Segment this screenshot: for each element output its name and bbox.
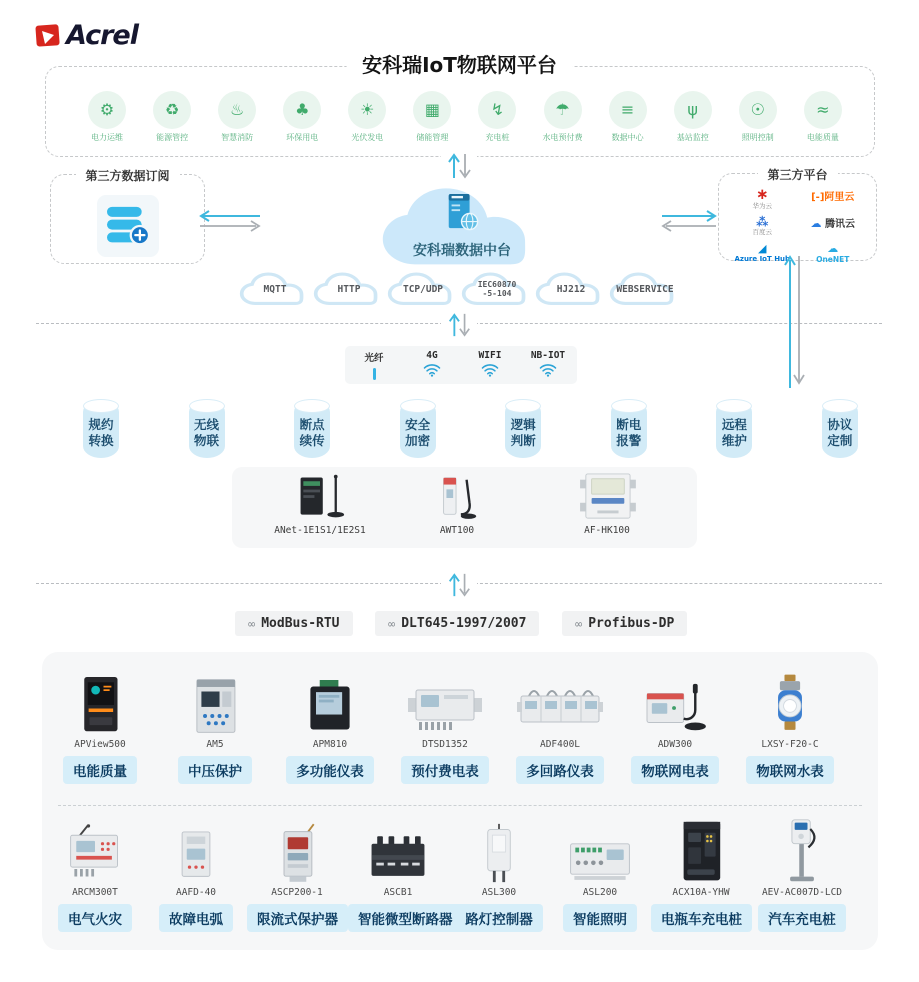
huawei-cloud-icon: ∗ [755, 185, 769, 203]
cloud-rightbox-arrows [660, 209, 718, 233]
platform-logo-grid [727, 186, 868, 264]
product-model: ADF400L [539, 739, 581, 750]
tencent-cloud-icon: ☁ [810, 217, 822, 231]
product-model: AM5 [206, 739, 224, 750]
app-base-station [664, 91, 722, 143]
awt100-gateway-icon [425, 474, 489, 522]
platform-apps-box [45, 66, 875, 157]
capability-cylinder [294, 400, 330, 458]
badge-modbus-rtu [235, 611, 353, 636]
left-right-arrows-icon [198, 209, 262, 233]
app-label: 基站监控 [676, 133, 709, 142]
protocol-label: WEBSERVICE [616, 284, 674, 295]
platform-name: 腾讯云 [824, 219, 855, 231]
fiber-icon [345, 365, 403, 380]
ascp200-device-icon [271, 822, 323, 884]
product-category: 物联网水表 [746, 756, 834, 784]
product-model: AAFD-40 [175, 887, 217, 898]
apview500-image [45, 672, 155, 736]
conn-label: WIFI [478, 350, 502, 361]
adw300-image [620, 672, 730, 736]
af-hk100-gateway-icon [571, 472, 643, 522]
am5-device-icon [186, 676, 244, 736]
adf400l-image [505, 672, 615, 736]
divider-lower-arrows [441, 571, 477, 599]
aev-charger-image [752, 820, 852, 884]
platform-azure-iot-hub [734, 239, 790, 263]
ascp200-image [247, 820, 347, 884]
product-ascb1 [348, 820, 453, 932]
products-row-1 [45, 672, 845, 784]
platform-name: 百度云 [752, 228, 772, 237]
third-party-subscription-title: 第三方数据订阅 [75, 167, 179, 184]
platform-name: OneNET [816, 255, 850, 265]
protocol-label: TCP/UDP [402, 284, 444, 295]
product-category: 电气火灾 [58, 904, 132, 932]
app-label: 储能管理 [416, 133, 449, 142]
platform-ali-cloud [811, 193, 854, 204]
aafd40-image [146, 820, 246, 884]
product-adf400l [505, 672, 615, 784]
product-am5 [160, 672, 270, 784]
wifi-icon [519, 362, 577, 377]
app-data-center [599, 91, 657, 143]
acx10a-image [651, 820, 751, 884]
platform-onenet [816, 239, 849, 264]
capability-label: 安全加密 [405, 417, 431, 449]
capability-cylinder [716, 400, 752, 458]
product-dtsd1352 [390, 672, 500, 784]
third-party-platform-title: 第三方平台 [757, 166, 837, 183]
products-row-2 [45, 820, 852, 932]
capability-label: 断电报警 [616, 417, 642, 449]
capability-cylinder [611, 400, 647, 458]
conn-label: NB-IOT [530, 350, 566, 361]
capability-cylinder [189, 400, 225, 458]
connectivity-bar [345, 346, 577, 384]
conn-wifi [461, 346, 519, 384]
conn-4g [403, 346, 461, 384]
product-category: 智能微型断路器 [348, 904, 463, 932]
gateway-devices-box [232, 467, 697, 548]
database-plus-icon [105, 205, 151, 247]
app-solar-pv [338, 91, 396, 143]
products-divider [58, 805, 862, 806]
conn-label: 4G [426, 350, 438, 361]
protocol-label: HTTP [337, 284, 361, 295]
charging-pile-icon: ↯ [478, 91, 516, 129]
protocol-label-line1: IEC60870 [477, 280, 517, 289]
awt100-device-image [387, 472, 527, 522]
app-label: 环保用电 [286, 133, 319, 142]
protocol-cloud-mqtt [238, 272, 312, 306]
baidu-cloud-icon: ⁂ [756, 214, 769, 229]
lxsy-water-meter-image [735, 672, 845, 736]
ali-cloud-icon: [-] [811, 191, 825, 203]
divider-upper-arrows [441, 311, 477, 339]
acrel-logo-icon [34, 23, 62, 49]
gateway-model: AWT100 [439, 525, 475, 536]
app-eco-power [273, 91, 331, 143]
asl200-image [550, 820, 650, 884]
capabilities-row [83, 400, 858, 458]
capability-label: 远程维护 [721, 417, 747, 449]
energy-storage-icon: ▦ [413, 91, 451, 129]
conn-nbiot [519, 346, 577, 384]
product-model: ASCP200-1 [271, 887, 323, 898]
server-icon [444, 193, 480, 233]
dtsd1352-image [390, 672, 500, 736]
product-lxsy-f20-c [735, 672, 845, 784]
badge-dlt645 [375, 611, 539, 636]
product-aev-ac007d-lcd [752, 820, 852, 932]
am5-image [160, 672, 270, 736]
field-protocol-label: Profibus-DP [588, 616, 675, 631]
protocol-cloud-http [312, 272, 386, 306]
arcm300t-device-icon [59, 824, 131, 884]
app-lighting-control [729, 91, 787, 143]
data-center-cloud-label: 安科瑞数据中台 [413, 243, 511, 259]
capability-label: 协议定制 [827, 417, 853, 449]
platform-baidu-cloud [753, 213, 773, 237]
app-energy-storage [403, 91, 461, 143]
page-title: 安科瑞IoT物联网平台 [346, 49, 573, 78]
product-category: 多回路仪表 [516, 756, 604, 784]
capability-cylinder [83, 400, 119, 458]
apps-cloud-arrows [441, 151, 477, 181]
acrel-logo-text: Acrel [66, 20, 138, 51]
product-model: AEV-AC007D-LCD [761, 887, 843, 898]
prepaid-utility-icon: ☂ [544, 91, 582, 129]
link-icon: ∞ [388, 616, 396, 631]
app-prepaid-utility [534, 91, 592, 143]
capability-cylinder [400, 400, 436, 458]
app-energy-mgmt [143, 91, 201, 143]
ascb1-breaker-icon [364, 830, 432, 884]
app-label: 照明控制 [741, 133, 774, 142]
gateway-anet [250, 472, 390, 536]
link-icon: ∞ [575, 616, 583, 631]
product-category: 预付费电表 [401, 756, 489, 784]
product-apview500 [45, 672, 155, 784]
database-tile [97, 195, 159, 257]
adf400l-device-icon [517, 684, 603, 736]
product-model: ASCB1 [383, 887, 413, 898]
gateway-af-hk100 [537, 472, 677, 536]
product-adw300 [620, 672, 730, 784]
app-label: 光伏发电 [351, 133, 384, 142]
adw300-device-icon [638, 680, 712, 736]
app-power-quality [794, 91, 852, 143]
app-label: 数据中心 [611, 133, 644, 142]
wifi-icon [461, 362, 519, 377]
product-model: ASL300 [481, 887, 517, 898]
product-category: 电瓶车充电桩 [651, 904, 752, 932]
gateway-model: AF-HK100 [584, 525, 630, 536]
product-model: LXSY-F20-C [761, 739, 819, 750]
product-arcm300t [45, 820, 145, 932]
capability-label: 断点续传 [299, 417, 325, 449]
product-model: DTSD1352 [422, 739, 468, 750]
product-ascp200-1 [247, 820, 347, 932]
app-smart-fire [208, 91, 266, 143]
protocol-cloud-iec60870 [460, 272, 534, 306]
product-model: ADW300 [657, 739, 693, 750]
energy-mgmt-icon: ♻ [153, 91, 191, 129]
data-center-icon: ≡ [609, 91, 647, 129]
lighting-control-icon: ☉ [739, 91, 777, 129]
ev-charger-icon [779, 818, 825, 884]
product-model: APM810 [312, 739, 348, 750]
data-center-cloud [374, 183, 550, 271]
app-power-ops [78, 91, 136, 143]
app-label: 电力运维 [91, 133, 123, 142]
platform-name: 华为云 [752, 201, 772, 210]
anet-device-image [250, 472, 390, 522]
anet-gateway-icon [285, 472, 355, 522]
product-category: 路灯控制器 [455, 904, 543, 932]
product-acx10a-yhw [651, 820, 751, 932]
app-label: 智慧消防 [221, 133, 254, 142]
capability-label: 规约转换 [88, 417, 114, 449]
protocol-label: MQTT [263, 284, 287, 295]
product-model: ACX10A-YHW [672, 887, 730, 898]
eco-power-icon: ♣ [283, 91, 321, 129]
capability-label: 无线物联 [194, 417, 220, 449]
product-asl200 [550, 820, 650, 932]
arcm300t-image [45, 820, 145, 884]
af-hk100-device-image [537, 472, 677, 522]
gateway-awt100 [387, 472, 527, 536]
field-protocol-label: ModBus-RTU [261, 616, 340, 631]
protocol-label: HJ212 [556, 284, 586, 295]
solar-pv-icon: ☀ [348, 91, 386, 129]
product-category: 物联网电表 [631, 756, 719, 784]
up-down-long-arrows-icon [784, 254, 806, 390]
conn-fiber [345, 346, 403, 384]
product-category: 汽车充电桩 [758, 904, 846, 932]
app-label: 水电预付费 [542, 133, 583, 142]
products-box [42, 652, 878, 950]
apm810-device-icon [301, 680, 359, 736]
azure-icon: ◢ [758, 242, 767, 256]
product-category: 限流式保护器 [247, 904, 348, 932]
ascb1-image [348, 820, 448, 884]
platform-huawei-cloud [753, 186, 773, 210]
protocol-cloud-tcp-udp [386, 272, 460, 306]
apm810-image [275, 672, 385, 736]
apview500-device-icon [72, 674, 128, 736]
smart-fire-icon: ♨ [218, 91, 256, 129]
app-label: 能源管控 [156, 133, 189, 142]
asl300-image [449, 820, 549, 884]
left-right-arrows-icon [660, 209, 718, 233]
product-model: APView500 [74, 739, 126, 750]
aafd40-device-icon [171, 828, 221, 884]
up-down-arrows-icon [446, 572, 472, 598]
power-quality-icon: ≈ [804, 91, 842, 129]
product-asl300 [449, 820, 549, 932]
platform-name: Azure IoT Hub [734, 255, 791, 264]
ebike-charger-icon [674, 820, 728, 884]
gateway-model: ANet-1E1S1/1E2S1 [274, 525, 366, 536]
asl200-device-icon [563, 834, 637, 884]
app-charging-pile [468, 91, 526, 143]
power-ops-icon: ⚙ [88, 91, 126, 129]
up-down-arrows-icon [446, 152, 472, 180]
protocol-cloud-webservice [608, 272, 682, 306]
platform-name: 阿里云 [824, 191, 855, 203]
product-category: 智能照明 [563, 904, 637, 932]
app-label: 电能质量 [806, 133, 839, 142]
platform-apps-row [78, 91, 852, 143]
third-party-platform-box [718, 168, 877, 265]
product-model: ARCM300T [72, 887, 118, 898]
water-meter-icon [767, 674, 813, 736]
onenet-cloud-icon: ☁ [827, 242, 839, 256]
protocol-cloud-hj212 [534, 272, 608, 306]
leftbox-cloud-arrows [198, 209, 262, 233]
product-category: 中压保护 [178, 756, 252, 784]
rightbox-vertical-arrows [784, 254, 806, 390]
wifi-icon [403, 362, 461, 377]
third-party-subscription-box [50, 169, 205, 264]
product-category: 多功能仪表 [286, 756, 374, 784]
badge-profibus-dp [562, 611, 687, 636]
acrel-logo [34, 20, 138, 51]
capability-cylinder [505, 400, 541, 458]
conn-label: 光纤 [364, 353, 384, 364]
capability-cylinder [822, 400, 858, 458]
protocol-label [460, 281, 534, 299]
field-protocol-label: DLT645-1997/2007 [401, 616, 527, 631]
dtsd1352-device-icon [406, 682, 484, 736]
link-icon: ∞ [248, 616, 256, 631]
product-model: ASL200 [582, 887, 618, 898]
platform-tencent-cloud [811, 218, 855, 231]
app-label: 充电桩 [485, 133, 510, 142]
product-category: 故障电弧 [159, 904, 233, 932]
base-station-icon: ψ [674, 91, 712, 129]
product-aafd-40 [146, 820, 246, 932]
product-category: 电能质量 [63, 756, 137, 784]
asl300-device-icon [478, 822, 520, 884]
product-apm810 [275, 672, 385, 784]
protocol-label-line2: -5-104 [482, 288, 512, 298]
up-down-arrows-icon [446, 312, 472, 338]
capability-label: 逻辑判断 [510, 417, 536, 449]
cloud-protocols-row [238, 272, 682, 306]
